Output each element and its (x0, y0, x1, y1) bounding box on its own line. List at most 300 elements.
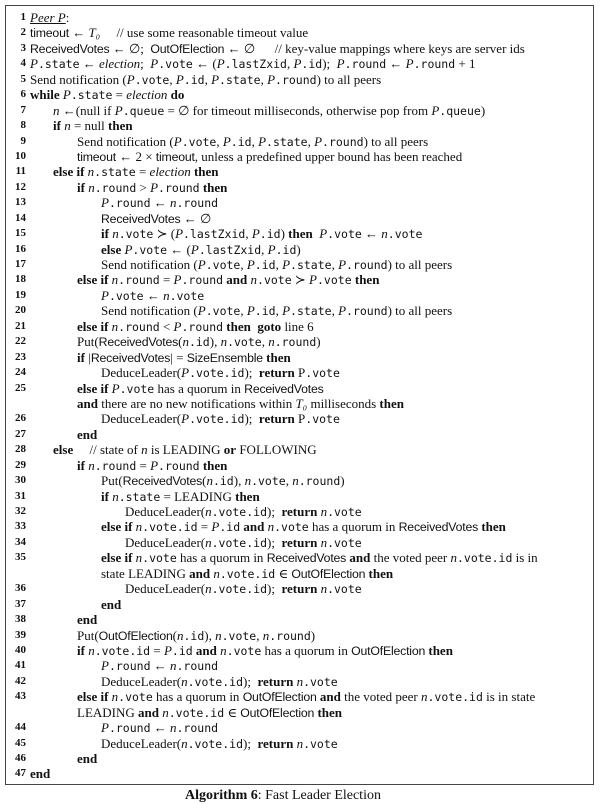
code-fragment: ); (244, 411, 259, 427)
code-fragment: Put( (77, 334, 99, 350)
algorithm-line (6, 242, 593, 257)
code-fragment: n (296, 735, 304, 751)
code-fragment: n (320, 581, 328, 597)
code-fragment: n (296, 673, 304, 689)
line-number: 47 (15, 767, 26, 780)
code-fragment: n (205, 581, 212, 597)
line-text (101, 473, 345, 489)
code-fragment: ; (140, 56, 151, 72)
code-fragment: , (285, 473, 293, 489)
code-fragment: ( (172, 627, 177, 643)
code-fragment: .vote.id (189, 412, 245, 427)
algorithm-line (6, 519, 593, 534)
line-number: 23 (15, 350, 26, 363)
keyword: return (281, 534, 321, 550)
code-fragment: P (111, 380, 120, 396)
code-fragment: n (215, 627, 222, 643)
code-fragment: .round (274, 335, 317, 350)
code-fragment: .vote (327, 227, 362, 242)
keyword: and (77, 395, 98, 411)
algorithm-line (6, 612, 593, 627)
code-fragment: .state (37, 57, 80, 72)
code-fragment: Peer P (30, 10, 66, 25)
line-number: 25 (15, 381, 26, 394)
line-number: 4 (20, 57, 26, 70)
code-fragment: .state (70, 88, 113, 103)
caption-label: Algorithm 6 (185, 788, 258, 803)
code-fragment: = null (70, 118, 109, 134)
code-fragment: .vote.id (187, 736, 243, 751)
algorithm-line (6, 489, 593, 504)
code-fragment: P (175, 71, 184, 87)
code-fragment: P (197, 257, 206, 272)
code-fragment: ), (209, 334, 221, 350)
code-fragment: n (112, 488, 119, 504)
code-fragment: the voted peer (340, 689, 421, 705)
code-fragment: .vote.id (211, 535, 267, 550)
algorithm-caption (0, 788, 566, 804)
line-text (30, 87, 184, 103)
keyword: return (281, 581, 321, 597)
code-fragment: P (216, 56, 225, 72)
line-number: 5 (20, 72, 26, 85)
code-fragment: .lastZxid (198, 242, 262, 257)
code-fragment: .vote (108, 288, 144, 303)
line-number: 40 (15, 643, 26, 656)
code-fragment: ← ( (167, 241, 191, 257)
code-fragment: P (150, 56, 159, 72)
line-number: 28 (15, 443, 26, 456)
code-fragment: P (294, 365, 306, 381)
line-number: 39 (15, 628, 26, 641)
line-text (30, 41, 525, 57)
code-fragment: n (176, 627, 184, 643)
keyword: and (192, 642, 221, 658)
code-fragment: , (331, 257, 339, 272)
keyword: if (77, 642, 89, 658)
line-number: 3 (20, 41, 26, 54)
keyword: if (77, 179, 89, 195)
code-fragment: P (251, 226, 260, 242)
line-number: 11 (15, 165, 26, 178)
keyword: then (199, 457, 228, 473)
keyword: end (101, 596, 122, 612)
algorithm-line (6, 164, 593, 179)
code-fragment: ← ( (192, 56, 217, 72)
line-number: 37 (15, 597, 26, 610)
code-fragment: P (338, 257, 347, 272)
algorithm-line (6, 303, 593, 318)
line-text (101, 658, 218, 674)
algorithm-line (6, 751, 593, 766)
line-text (101, 736, 338, 752)
code-fragment: ) to all peers (363, 133, 429, 149)
algorithm-line (6, 72, 593, 87)
code-fragment: ← ∅ // key-value mappings where keys are server ids (224, 40, 525, 56)
code-fragment: P (62, 87, 71, 103)
code-fragment: is in (512, 550, 538, 566)
keyword: else if (101, 519, 136, 535)
code-fragment: .queue (122, 103, 165, 118)
code-fragment: is in state (482, 689, 536, 705)
line-text (101, 288, 204, 304)
keyword: then (262, 349, 291, 365)
code-fragment: .vote.id (187, 674, 243, 689)
code-fragment: .round (413, 57, 456, 72)
algorithm-line (6, 56, 593, 71)
keyword: return (281, 504, 321, 519)
code-fragment: .round (346, 258, 388, 272)
code-fragment: ← 2 × (115, 148, 156, 164)
code-fragment: n (88, 179, 95, 195)
code-fragment: ); (243, 735, 258, 751)
keyword: return (257, 735, 297, 751)
code-fragment: .vote.id (94, 643, 151, 658)
code-fragment: P (114, 102, 123, 118)
code-fragment: P (190, 241, 199, 257)
code-fragment: the voted peer (370, 550, 451, 566)
code-fragment: , (275, 303, 283, 319)
code-fragment: , (331, 303, 339, 319)
code-fragment: .vote (119, 381, 155, 396)
line-number: 43 (15, 690, 26, 703)
code-fragment: .vote (317, 273, 352, 288)
code-fragment: DeduceLeader( (125, 504, 206, 519)
code-fragment: ) (310, 627, 316, 643)
code-fragment: n (220, 334, 228, 350)
code-fragment: .round (322, 134, 364, 149)
code-fragment: ∈ (224, 704, 241, 720)
code-fragment: DeduceLeader( (125, 581, 206, 597)
code-fragment: P (163, 642, 172, 658)
code-fragment: .vote (181, 134, 217, 149)
algorithm-line (6, 689, 593, 704)
code-fragment: ← (150, 720, 170, 736)
keyword: return (257, 673, 297, 689)
line-text (101, 226, 422, 242)
keyword: and (223, 272, 251, 288)
algorithm-line (6, 334, 593, 349)
code-fragment: n (111, 272, 119, 288)
keyword: if (77, 457, 89, 473)
line-number: 32 (15, 505, 26, 517)
code-fragment: P (282, 257, 291, 272)
code-fragment: n (268, 334, 275, 350)
code-fragment: ( (202, 473, 207, 489)
code-fragment: P (150, 457, 159, 473)
line-number: 30 (15, 474, 26, 487)
line-number: 27 (15, 427, 26, 440)
keyword: end (77, 751, 98, 766)
code-fragment: .state (290, 258, 332, 272)
code-fragment: ← (386, 56, 406, 72)
code-fragment: .queue (439, 103, 481, 118)
algorithm-line (6, 272, 593, 287)
code-fragment: .vote (327, 582, 362, 597)
code-fragment: = (150, 642, 164, 658)
line-number: 22 (15, 335, 26, 348)
code-fragment: .round (346, 304, 388, 319)
algorithm-line (6, 195, 593, 210)
algorithm-line (6, 319, 593, 334)
line-number: 15 (15, 227, 26, 240)
code-fragment: = (136, 457, 151, 473)
code-fragment: n (182, 334, 189, 350)
keyword: or (223, 442, 237, 458)
code-fragment: .vote (327, 535, 362, 550)
code-fragment: .vote (387, 227, 423, 242)
line-text (101, 242, 301, 258)
line-text (77, 319, 314, 335)
code-fragment: .round (298, 474, 341, 489)
code-fragment: .state (266, 134, 308, 149)
line-text (77, 705, 342, 721)
code-fragment: .vote (274, 520, 309, 535)
code-fragment: ← (143, 287, 164, 303)
code-fragment: P (181, 365, 190, 381)
code-fragment: .id (219, 520, 241, 535)
code-fragment: Send notification ( (101, 257, 198, 272)
line-text (30, 10, 69, 25)
line-number: 8 (20, 119, 26, 132)
code-fragment: .id (301, 57, 323, 72)
algorithm-line (6, 396, 593, 411)
code-fragment: n (111, 689, 119, 705)
keyword: else (101, 241, 125, 257)
code-fragment: ReceivedVotes (266, 551, 347, 566)
code-fragment: has a quorum in (261, 642, 352, 658)
line-number: 7 (20, 103, 26, 116)
keyword: and (240, 519, 268, 535)
code-fragment: ( (178, 334, 183, 350)
line-number: 6 (20, 88, 26, 101)
code-fragment: P (338, 303, 347, 319)
code-fragment: P (267, 71, 276, 87)
line-number: 13 (15, 196, 26, 209)
code-fragment: Put( (77, 627, 99, 643)
code-fragment: , (260, 71, 268, 87)
code-fragment: .round (181, 273, 224, 288)
code-fragment: Send notification ( (101, 303, 198, 319)
algorithm-line (6, 134, 593, 149)
line-text (101, 566, 393, 582)
line-number: 26 (15, 412, 26, 425)
code-fragment: T₀ (88, 25, 101, 41)
code-fragment: P (267, 241, 276, 257)
code-fragment: DeduceLeader( (101, 735, 182, 751)
keyword: then (478, 519, 506, 535)
code-fragment: ReceivedVotes (98, 335, 179, 350)
code-fragment: T₀ (295, 395, 308, 411)
code-fragment: .round (181, 319, 224, 334)
code-fragment: , (216, 133, 223, 149)
line-text (101, 674, 338, 690)
algorithm-line (6, 658, 593, 673)
code-fragment: P (101, 195, 109, 211)
line-number: 2 (20, 26, 26, 39)
line-number: 20 (15, 304, 26, 317)
code-fragment: Put( (101, 473, 123, 489)
code-fragment: = ∅ for timeout milliseconds, otherwise pop from (164, 102, 432, 118)
code-fragment: .vote (305, 412, 340, 427)
code-fragment: ) (280, 226, 289, 242)
code-fragment: has a quorum in (176, 550, 267, 566)
code-fragment: , (204, 71, 212, 87)
keyword: else if (101, 550, 136, 566)
algorithm-line (6, 180, 593, 195)
line-text (77, 689, 535, 705)
line-number: 36 (15, 582, 26, 595)
code-fragment: , (286, 56, 294, 72)
line-number: 38 (15, 613, 26, 626)
code-fragment: timeout (30, 26, 69, 41)
code-fragment: P (101, 287, 109, 303)
code-fragment: DeduceLeader( (101, 673, 182, 689)
algorithm-line (6, 226, 593, 241)
keyword: else if (77, 689, 112, 705)
code-fragment: .vote (303, 674, 338, 689)
code-fragment: .id (254, 304, 276, 319)
code-fragment: n (162, 704, 169, 720)
code-fragment: .state (290, 304, 332, 319)
code-fragment: OutOfElection (150, 41, 225, 56)
line-text (101, 365, 340, 381)
code-fragment: DeduceLeader( (101, 411, 182, 427)
code-fragment: .round (108, 196, 151, 211)
code-fragment: ←(null if (59, 102, 115, 118)
keyword: then (190, 164, 219, 180)
line-number: 41 (15, 659, 26, 672)
code-fragment: n (111, 318, 119, 334)
line-number: 16 (15, 242, 26, 255)
caption-title: : Fast Leader Election (257, 788, 381, 803)
code-fragment: n (64, 118, 71, 134)
code-fragment: .id (275, 242, 297, 257)
code-fragment: .round (269, 628, 311, 643)
code-fragment: ReceivedVotes (101, 211, 181, 226)
code-fragment: ≻ ( (153, 226, 176, 242)
keyword: then (235, 488, 260, 504)
code-fragment: .round (275, 72, 317, 87)
code-fragment: ); (267, 581, 282, 597)
code-fragment: + 1 (455, 56, 476, 72)
line-number: 34 (15, 535, 26, 548)
code-fragment: .round (118, 273, 160, 288)
code-fragment: P (336, 56, 345, 72)
code-fragment: P (258, 133, 267, 149)
code-fragment: ≻ (291, 272, 310, 288)
code-fragment: n (53, 102, 60, 118)
code-fragment: .vote (227, 335, 262, 350)
code-fragment: .round (344, 57, 387, 72)
code-fragment: .state (94, 165, 136, 180)
line-number: 29 (15, 458, 26, 471)
code-fragment: is LEADING (147, 442, 224, 458)
keyword: and (138, 704, 163, 720)
line-text (101, 303, 452, 319)
code-fragment: .id (254, 258, 276, 272)
code-fragment: .vote (118, 227, 154, 242)
code-fragment: | = (170, 349, 187, 365)
keyword: return (258, 411, 295, 427)
code-fragment: ReceivedVotes (30, 41, 110, 56)
code-fragment: .round (118, 319, 160, 334)
code-fragment: .state (219, 72, 261, 87)
code-fragment: P (222, 133, 231, 149)
line-text (30, 72, 381, 88)
keyword: else if (77, 380, 112, 396)
code-fragment: n (450, 550, 457, 566)
code-fragment: .id (183, 72, 205, 87)
code-fragment: , (261, 334, 269, 350)
code-fragment: .vote (158, 57, 193, 72)
code-fragment: , (251, 133, 259, 149)
keyword: while (30, 87, 63, 103)
code-fragment: n (135, 550, 143, 566)
algorithm-line (6, 25, 593, 40)
code-fragment: .vote (205, 304, 241, 319)
line-text (77, 427, 97, 442)
code-fragment: .vote.id (168, 705, 225, 720)
code-fragment: .round (94, 458, 137, 473)
algorithm-line (6, 365, 593, 380)
line-text (101, 597, 121, 612)
code-fragment: has a quorum in (154, 380, 245, 396)
algorithm-line (6, 473, 593, 488)
code-fragment: P (246, 303, 255, 319)
code-fragment: P (211, 519, 220, 535)
line-text (53, 103, 485, 119)
keyword: end (77, 612, 98, 628)
line-number: 24 (15, 366, 26, 379)
code-fragment: .id (188, 335, 210, 350)
line-number: 1 (20, 11, 26, 23)
algorithm-line (6, 535, 593, 550)
code-fragment: n (170, 195, 177, 211)
code-fragment: .vote (221, 628, 257, 643)
code-fragment: .lastZxid (224, 57, 287, 72)
code-fragment: = (159, 272, 174, 288)
code-fragment: .round (158, 458, 200, 473)
code-fragment: < (159, 318, 174, 334)
code-fragment: .round (108, 721, 151, 736)
code-fragment: ReceivedVotes (244, 381, 324, 396)
algorithm-line (6, 381, 593, 396)
code-fragment: P (309, 272, 317, 288)
line-text (77, 751, 97, 766)
algorithm-line (6, 211, 593, 226)
algorithm-line (6, 628, 593, 643)
line-number: 14 (15, 211, 26, 224)
keyword: else if (77, 318, 112, 334)
code-fragment: OutOfElection (240, 705, 315, 720)
code-fragment: ); (243, 673, 258, 689)
code-fragment: .vote (226, 643, 262, 658)
line-text (101, 519, 506, 535)
keyword: else if (77, 272, 112, 288)
code-fragment: ) (340, 473, 345, 489)
code-fragment: P (294, 411, 306, 427)
code-fragment: .vote.id (219, 566, 276, 581)
code-fragment: there are no new notifications within (97, 395, 296, 411)
code-fragment: timeout (155, 149, 195, 164)
code-fragment: n (181, 735, 188, 751)
code-fragment: n (205, 504, 212, 519)
keyword: end (77, 426, 98, 442)
line-text (30, 25, 308, 41)
code-fragment: .state (118, 489, 161, 504)
keyword: then (379, 395, 404, 411)
